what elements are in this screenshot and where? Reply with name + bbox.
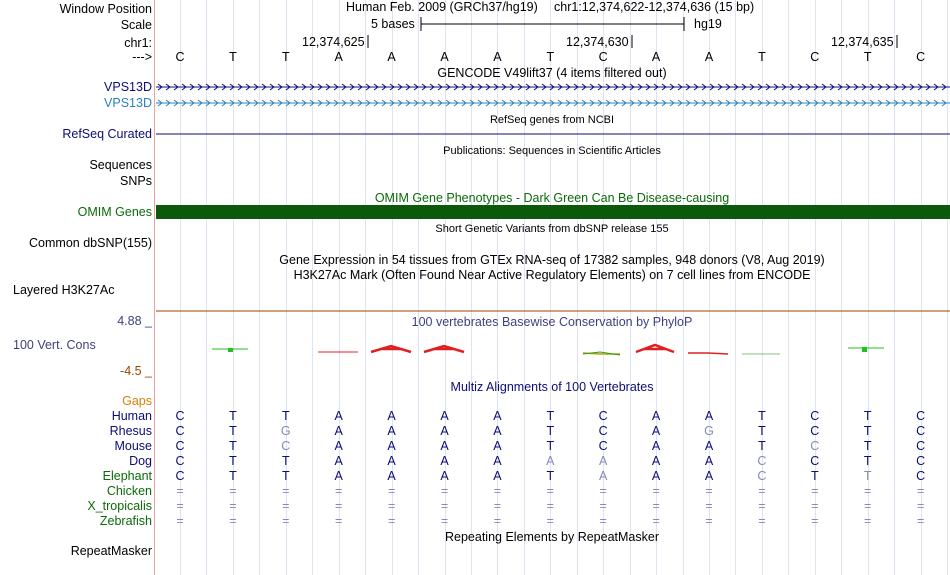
alignment-base: T [281, 454, 290, 468]
alignment-base: A [546, 454, 555, 468]
ruler-coord-3: 12,374,635 [831, 35, 894, 49]
sequence-base: T [758, 50, 766, 64]
alignment-base: = [176, 514, 184, 528]
alignment-base: C [810, 409, 820, 423]
alignment-base: A [440, 469, 449, 483]
sequence-base: A [334, 50, 343, 64]
multiz-track-title: Multiz Alignments of 100 Vertebrates [450, 380, 654, 394]
alignment-base: = [599, 484, 607, 498]
h3k27ac-track-title: H3K27Ac Mark (Often Found Near Active Regulatory Elements) on 7 cell lines from ENCODE [293, 268, 811, 282]
sequence-base: A [704, 50, 714, 64]
alignment-base: C [810, 439, 820, 453]
alignment-base: = [546, 499, 554, 513]
alignment-base: T [546, 439, 555, 453]
alignment-base: A [440, 454, 449, 468]
alignment-base: C [757, 454, 767, 468]
alignment-base: T [863, 409, 872, 423]
species-label: Chicken [106, 484, 152, 498]
alignment-base: T [810, 469, 819, 483]
sequence-base: C [810, 50, 820, 64]
alignment-base: A [440, 424, 449, 438]
label-window-position: Window Position [59, 2, 152, 16]
track-label-common-dbsnp[interactable]: Common dbSNP(155) [29, 236, 152, 250]
species-label: Zebrafish [99, 514, 152, 528]
alignment-base: = [229, 499, 237, 513]
sequence-base: A [387, 50, 396, 64]
track-label-refseq-curated[interactable]: RefSeq Curated [62, 127, 152, 141]
alignment-base: C [598, 409, 608, 423]
alignment-base: C [175, 454, 185, 468]
alignment-base: A [704, 469, 714, 483]
alignment-base: A [387, 439, 396, 453]
alignment-base: A [387, 454, 396, 468]
publications-track-title: Publications: Sequences in Scientific Articles [443, 145, 661, 157]
alignment-base: = [916, 514, 925, 528]
alignment-base: A [493, 454, 502, 468]
track-label-omim-genes[interactable]: OMIM Genes [77, 205, 152, 219]
alignment-base: = [493, 484, 502, 498]
ruler-coord-1: 12,374,625 [302, 35, 365, 49]
alignment-base: A [599, 454, 608, 468]
alignment-base: A [334, 409, 343, 423]
refseq-track-subtitle: RefSeq genes from NCBI [489, 114, 615, 126]
alignment-base: A [387, 469, 396, 483]
alignment-base: = [705, 499, 713, 513]
alignment-base: = [916, 499, 925, 513]
alignment-base: T [281, 469, 290, 483]
species-label: X_tropicalis [87, 499, 152, 513]
alignment-base: = [335, 514, 343, 528]
alignment-base: = [652, 484, 660, 498]
sequence-base: A [493, 50, 502, 64]
alignment-base: = [546, 484, 554, 498]
alignment-base: A [651, 454, 661, 468]
track-label-gaps[interactable]: Gaps [122, 394, 152, 408]
alignment-base: T [863, 439, 872, 453]
omim-gene-bar[interactable] [156, 205, 950, 219]
alignment-base: = [546, 514, 554, 528]
gtex-track-title: Gene Expression in 54 tissues from GTEx RNA-seq of 17382 samples, 948 donors (V8, Aug 2019) [279, 253, 825, 267]
alignment-base: C [598, 439, 608, 453]
sequence-base: C [598, 50, 608, 64]
alignment-base: C [916, 409, 926, 423]
ruler-coord-2: 12,374,630 [566, 35, 629, 49]
alignment-base: T [229, 469, 237, 483]
repeatmasker-track-title: Repeating Elements by RepeatMasker [444, 530, 660, 544]
alignment-base: T [863, 469, 872, 483]
alignment-base: = [282, 484, 290, 498]
alignment-base: = [440, 484, 449, 498]
alignment-base: = [387, 499, 396, 513]
alignment-base: A [334, 454, 343, 468]
label-scale: Scale [120, 18, 152, 32]
alignment-base: = [758, 499, 766, 513]
alignment-base: = [705, 484, 713, 498]
alignment-base: = [916, 484, 925, 498]
sequence-base: T [281, 50, 290, 64]
alignment-base: C [175, 409, 185, 423]
alignment-base: T [863, 454, 872, 468]
alignment-base: = [811, 484, 819, 498]
window-position-text: chr1:12,374,622-12,374,636 (15 bp) [554, 0, 755, 14]
alignment-base: T [863, 424, 872, 438]
track-label-vps13d-alt[interactable]: VPS13D [104, 96, 152, 110]
species-label: Rhesus [109, 424, 152, 438]
alignment-base: = [335, 499, 343, 513]
sequence-base: T [546, 50, 555, 64]
alignment-base: A [387, 424, 396, 438]
alignment-base: = [758, 514, 766, 528]
alignment-base: A [493, 439, 502, 453]
alignment-base: T [229, 409, 237, 423]
scale-bar [421, 17, 684, 31]
gencode-track-title: GENCODE V49lift37 (4 items filtered out) [437, 66, 667, 80]
track-label-vert-cons[interactable]: 100 Vert. Cons [13, 338, 96, 352]
label-strand: ---> [132, 50, 152, 64]
vps13d-alt-gene-track[interactable] [156, 100, 950, 106]
alignment-base: = [282, 514, 290, 528]
track-label-sequences[interactable]: Sequences [89, 158, 152, 172]
alignment-base: A [440, 439, 449, 453]
alignment-base: C [175, 469, 185, 483]
alignment-base: A [493, 469, 502, 483]
cons-axis-min: -4.5 _ [120, 364, 152, 378]
species-label: Elephant [102, 469, 152, 483]
alignment-base: = [335, 484, 343, 498]
ruler-ticks [368, 35, 897, 48]
alignment-base: = [758, 484, 766, 498]
track-label-vps13d[interactable]: VPS13D [104, 80, 152, 94]
alignment-base: T [546, 409, 555, 423]
alignment-base: C [810, 454, 820, 468]
alignment-base: = [811, 514, 819, 528]
alignment-base: C [757, 469, 767, 483]
alignment-base: A [334, 469, 343, 483]
alignment-base: T [229, 424, 237, 438]
alignment-base: = [387, 514, 396, 528]
alignment-base: = [176, 484, 184, 498]
dbsnp-track-title: Short Genetic Variants from dbSNP release 155 [435, 223, 669, 235]
species-label: Dog [129, 454, 152, 468]
alignment-base: = [811, 499, 819, 513]
alignment-base: C [175, 439, 185, 453]
alignment-base: = [864, 484, 872, 498]
alignment-base: = [599, 499, 607, 513]
vps13d-gene-track[interactable] [156, 84, 950, 90]
track-label-repeatmasker[interactable]: RepeatMasker [70, 544, 152, 558]
sequence-base: C [175, 50, 185, 64]
alignment-base: A [334, 424, 343, 438]
alignment-base: = [440, 499, 449, 513]
sequence-base: T [229, 50, 237, 64]
alignment-base: = [176, 499, 184, 513]
alignment-base: T [229, 439, 237, 453]
phylop-conservation-plot[interactable] [212, 345, 884, 355]
alignment-base: = [493, 499, 502, 513]
alignment-base: = [493, 514, 502, 528]
alignment-base: T [758, 409, 766, 423]
alignment-base: T [546, 424, 555, 438]
alignment-base: = [864, 514, 872, 528]
scale-text: 5 bases [371, 17, 415, 31]
alignment-base: T [229, 454, 237, 468]
alignment-base: C [916, 424, 926, 438]
track-label-snps[interactable]: SNPs [120, 174, 152, 188]
species-label: Human [111, 409, 152, 423]
omim-track-title: OMIM Gene Phenotypes - Dark Green Can Be Disease-causing [374, 191, 730, 205]
alignment-base: = [652, 499, 660, 513]
alignment-base: = [864, 499, 872, 513]
alignment-base: A [651, 409, 661, 423]
alignment-base: C [916, 469, 926, 483]
alignment-base: = [652, 514, 660, 528]
alignment-base: A [651, 469, 661, 483]
alignment-base: C [916, 439, 926, 453]
sequence-base: A [440, 50, 449, 64]
alignment-base: A [493, 424, 502, 438]
alignment-base: A [704, 439, 714, 453]
alignment-base: = [705, 514, 713, 528]
scale-db: hg19 [694, 17, 722, 31]
alignment-base: C [281, 439, 291, 453]
alignment-base: C [175, 424, 185, 438]
alignment-base: A [599, 469, 608, 483]
alignment-base: C [916, 454, 926, 468]
alignment-base: T [281, 409, 290, 423]
alignment-base: T [758, 439, 766, 453]
alignment-base: A [334, 439, 343, 453]
alignment-base: C [810, 424, 820, 438]
assembly-title: Human Feb. 2009 (GRCh37/hg19) [346, 0, 538, 14]
sequence-base: A [651, 50, 661, 64]
species-label: Mouse [114, 439, 152, 453]
alignment-base: A [651, 424, 661, 438]
sequence-base: T [863, 50, 872, 64]
alignment-base: A [651, 439, 661, 453]
alignment-base: T [546, 469, 555, 483]
sequence-base: C [916, 50, 926, 64]
alignment-base: = [282, 499, 290, 513]
alignment-base: A [440, 409, 449, 423]
alignment-base: C [598, 424, 608, 438]
alignment-base: A [704, 409, 714, 423]
track-label-layered-h3k27ac[interactable]: Layered H3K27Ac [13, 283, 115, 297]
alignment-base: G [704, 424, 714, 438]
alignment-base: A [704, 454, 714, 468]
alignment-base: = [229, 514, 237, 528]
alignment-base: A [387, 409, 396, 423]
alignment-base: = [440, 514, 449, 528]
alignment-base: = [229, 484, 237, 498]
alignment-base: T [758, 424, 766, 438]
label-chr: chr1: [124, 36, 152, 50]
phylop-track-title: 100 vertebrates Basewise Conservation by PhyloP [411, 315, 693, 329]
cons-axis-max: 4.88 _ [117, 314, 152, 328]
alignment-base: = [599, 514, 607, 528]
alignment-base: G [280, 424, 291, 438]
alignment-base: A [493, 409, 502, 423]
alignment-base: = [387, 484, 396, 498]
